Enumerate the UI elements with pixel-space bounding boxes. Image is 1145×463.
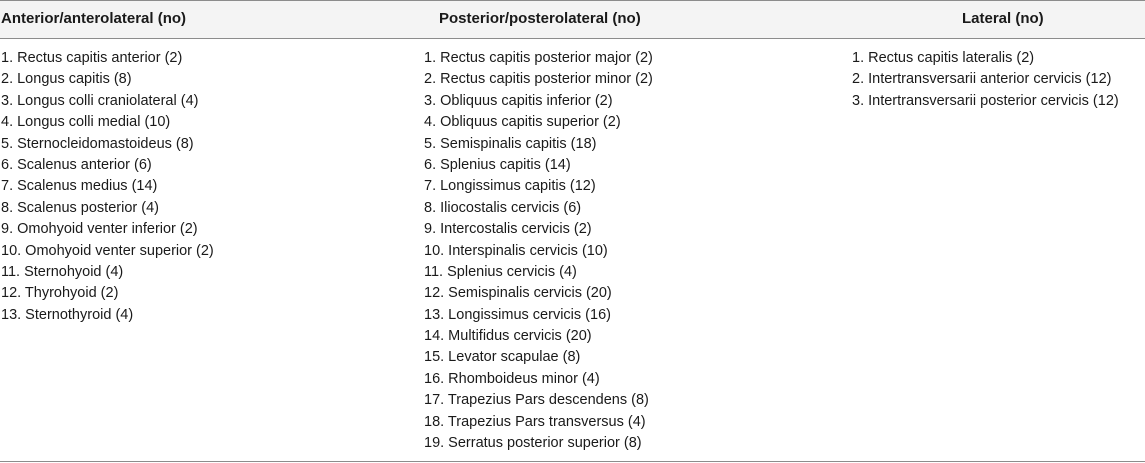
table-cell: 3. Intertransversarii posterior cervicis (12) xyxy=(852,92,1119,109)
posterior-column xyxy=(424,48,653,454)
anterior-column xyxy=(1,48,214,326)
table-cell: 5. Sternocleidomastoideus (8) xyxy=(1,135,194,152)
table-cell: 7. Longissimus capitis (12) xyxy=(424,178,596,195)
table-cell: 3. Obliquus capitis inferior (2) xyxy=(424,92,613,109)
table-cell: 8. Iliocostalis cervicis (6) xyxy=(424,199,582,216)
table-cell: 12. Thyrohyoid (2) xyxy=(1,285,119,302)
table-cell: 10. Interspinalis cervicis (10) xyxy=(424,242,608,259)
table-cell: 4. Longus colli medial (10) xyxy=(1,114,171,131)
table-cell: 13. Longissimus cervicis (16) xyxy=(424,306,611,323)
table-cell: 3. Longus colli craniolateral (4) xyxy=(1,92,199,109)
table-cell: 1. Rectus capitis anterior (2) xyxy=(1,50,183,66)
table-cell: 19. Serratus posterior superior (8) xyxy=(424,435,642,452)
table-cell: 2. Rectus capitis posterior minor (2) xyxy=(424,71,653,88)
table-cell: 14. Multifidus cervicis (20) xyxy=(424,328,592,345)
table-top-rule xyxy=(0,0,1145,1)
table-cell: 6. Splenius capitis (14) xyxy=(424,156,571,173)
header-lateral: Lateral (no) xyxy=(962,10,1044,27)
table-cell: 5. Semispinalis capitis (18) xyxy=(424,135,597,152)
table-bottom-rule xyxy=(0,461,1145,462)
table-cell: 7. Scalenus medius (14) xyxy=(1,178,158,195)
table-cell: 16. Rhomboideus minor (4) xyxy=(424,370,600,387)
table-cell: 15. Levator scapulae (8) xyxy=(424,349,581,366)
table-cell: 9. Omohyoid venter inferior (2) xyxy=(1,221,198,238)
table-cell: 11. Splenius cervicis (4) xyxy=(424,263,577,280)
table-cell: 18. Trapezius Pars transversus (4) xyxy=(424,413,646,430)
table-cell: 2. Longus capitis (8) xyxy=(1,71,132,88)
table-cell: 9. Intercostalis cervicis (2) xyxy=(424,221,592,238)
table-cell: 1. Rectus capitis posterior major (2) xyxy=(424,50,653,66)
table-cell: 13. Sternothyroid (4) xyxy=(1,306,134,323)
header-anterior: Anterior/anterolateral (no) xyxy=(1,10,187,27)
table-cell: 17. Trapezius Pars descendens (8) xyxy=(424,392,649,409)
table-cell: 12. Semispinalis cervicis (20) xyxy=(424,285,612,302)
table-cell: 2. Intertransversarii anterior cervicis (12) xyxy=(852,71,1112,88)
lateral-column xyxy=(852,48,1119,112)
table-cell: 6. Scalenus anterior (6) xyxy=(1,156,152,173)
table-cell: 8. Scalenus posterior (4) xyxy=(1,199,159,216)
table-cell: 10. Omohyoid venter superior (2) xyxy=(1,242,214,259)
table-cell: 11. Sternohyoid (4) xyxy=(1,263,124,280)
table-cell: 1. Rectus capitis lateralis (2) xyxy=(852,50,1035,66)
table-header-rule xyxy=(0,38,1145,39)
header-posterior: Posterior/posterolateral (no) xyxy=(439,10,641,27)
table-cell: 4. Obliquus capitis superior (2) xyxy=(424,114,621,131)
